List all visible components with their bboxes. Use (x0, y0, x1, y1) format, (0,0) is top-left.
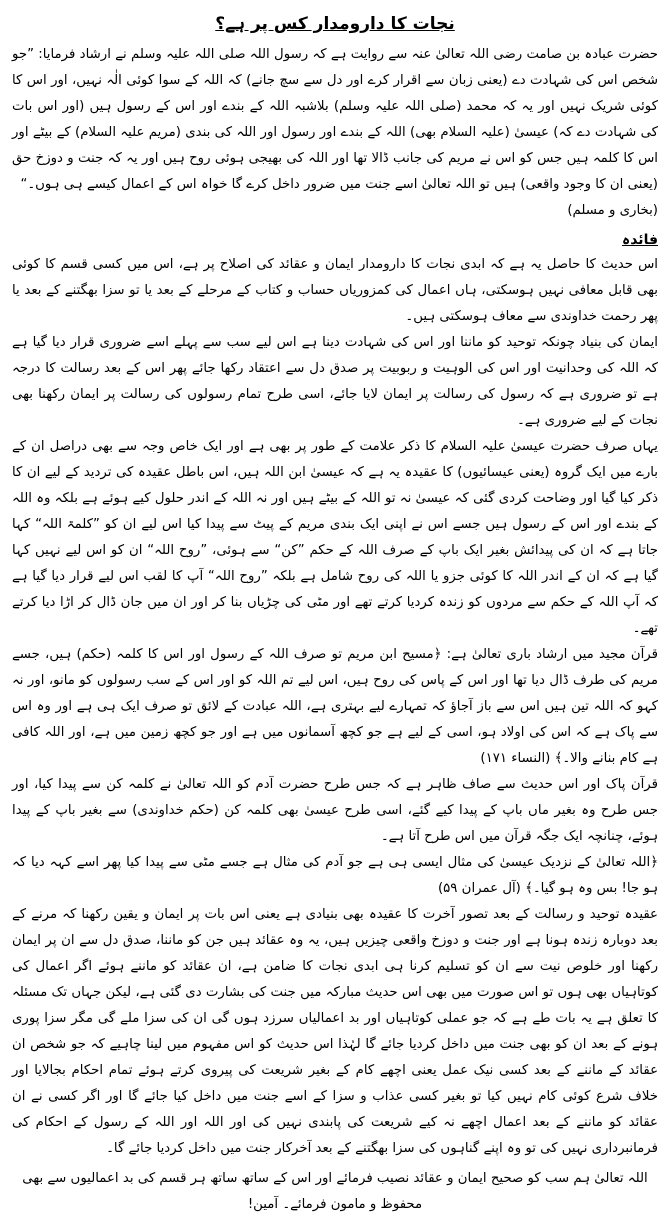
commentary-paragraph-2: ایمان کی بنیاد چونکہ توحید کو ماننا اور اس کی شہادت دینا ہے اس لیے سب سے پہلے اسے ضروری قرار دیا گیا ہے کہ اللہ کی وحدانیت اور اس کی الوہیت و ربوبیت پر صدق دل سے اعتقاد رکھا جائے پھر اس کے بعد رسالت کا درجہ ہے تو ضروری ہے کہ رسول کی رسالت پر ایمان لایا جائے، اسی طرح تمام رسولوں کی رسالت پر ایمان رکھنا بھی نجات کے لیے ضروری ہے۔ (12, 335, 658, 428)
hadith-text: حضرت عبادہ بن صامت رضی اللہ تعالیٰ عنہ سے روایت ہے کہ رسول اللہ صلی اللہ علیہ وسلم نے ارشاد فرمایا: ”جو شخص اس کی شہادت دے (یعنی زبان سے اقرار کرے اور دل سے سچ جانے) کہ اللہ کے سوا کوئی الٰہ نہیں، اور اس کا کوئی شریک نہیں اور یہ کہ محمد (صلی اللہ علیہ وسلم) بلاشبہ اللہ کے بندے اور اس کے رسول ہیں (اور اس بات کی شہادت دے کہ) عیسیٰ (علیہ السلام بھی) اللہ کے بندے اور رسول اور اللہ کی بندی (مریم علیہ السلام) کے بیٹے اور اس کا کلمہ ہیں جس کو اس نے مریم کی جانب ڈالا تھا اور اللہ کی بھیجی ہوئی روح ہیں اور یہ کہ جنت و دوزخ حق (یعنی ان کا وجود واقعی) ہیں تو اللہ تعالیٰ اسے جنت میں ضرور داخل کرے گا خواہ اس کے اعمال کیسے ہی ہوں۔“ (12, 47, 658, 192)
commentary-paragraph-7: عقیدہ توحید و رسالت کے بعد تصور آخرت کا عقیدہ بھی بنیادی ہے یعنی اس بات پر ایمان و یقین رکھنا کہ مرنے کے بعد دوبارہ زندہ ہونا ہے اور جنت و دوزخ واقعی چیزیں ہیں، یہ وہ عقائد ہیں جن کو ماننا، صدق دل سے ان پر ایمان رکھنا اور خلوص نیت سے ان کو تسلیم کرنا ہی ابدی نجات کا ضامن ہے، ان عقائد کو ماننے ہوئے اگر اعمال کی کوتاہیاں بھی ہوں تو اس صورت میں بھی اس حدیث مبارکہ میں جنت کی بشارت دی گئی ہے، لیکن جہاں تک مسئلہ کا تعلق ہے یہ بات طے ہے کہ جو عملی کوتاہیاں اور بد اعمالیاں سرزد ہوں گی ان کی سزا ملے گی مگر سزا پوری ہونے کے بعد ان کو بھی جنت میں داخل کردیا جائے گا لہٰذا اس حدیث کو اس مفہوم میں لینا چاہیے کہ جو شخص ان عقائد کے ماننے کے بعد کسی نیک عمل یعنی اچھے کام کے بغیر شریعت کی پیروی کرتے ہوئے تمام احکام بجالایا اور خلاف شرع کوئی کام نہیں کیا تو بغیر کسی عذاب و سزا کے اسے جنت میں داخل کیا جائے گا اور اگر کسی نے ان عقائد کو ماننے کے بعد اعمال اچھے نہ کیے شریعت کی پابندی نہیں کی اور اللہ اور اللہ کے رسول کے احکام کی فرمانبرداری نہیں کی تو وہ اپنے گناہوں کی سزا بھگتنے کے بعد آخرکار جنت میں داخل کردیا جائے گا۔ (12, 907, 658, 1156)
hadith-reference: (بخاری و مسلم) (567, 203, 658, 218)
commentary-paragraph-5: قرآن پاک اور اس حدیث سے صاف ظاہر ہے کہ جس طرح حضرت آدم کو اللہ تعالیٰ نے کلمہ کن سے پیدا کیا، اور جس طرح وہ بغیر ماں باپ کے پیدا کیے گئے، اسی طرح عیسیٰ بھی کلمہ کن (حکم خداوندی) سے بغیر باپ کے پیدا ہوئے، چنانچہ ایک جگہ قرآن میں اس طرح آتا ہے۔ (12, 777, 658, 844)
page-title: نجات کا دارومدار کس پر ہے؟ (215, 14, 455, 34)
quran-quote-al-imran: ﴿اللہ تعالیٰ کے نزدیک عیسیٰ کی مثال ایسی ہی ہے جو آدم کی مثال ہے جسے مٹی سے پیدا کیا پھر اسے کہہ دیا کہ ہو جا! بس وہ ہو گیا۔﴾ (آل عمران ۵۹) (12, 855, 658, 896)
quran-quote-nisa: قرآن مجید میں ارشاد باری تعالیٰ ہے: ﴿مسیح ابن مریم تو صرف اللہ کے رسول اور اس کا کلمہ (حکم) ہیں، جسے مریم کی طرف ڈال دیا تھا اور اس کے پاس کی روح ہیں، اس لیے تم اللہ کو اور اس کے سب رسولوں کو مانو، اور نہ کہو کہ اللہ تین ہیں اس سے باز آجاؤ کہ تمہارے لیے بہتری ہے، اللہ عبادت کے لائق تو صرف ایک ہی ہے اور وہ اس سے پاک ہے کہ اس کی اولاد ہو، اسی کے لیے ہے جو کچھ آسمانوں میں ہے اور جو کچھ زمین میں ہے، اور اللہ کافی ہے کام بنانے والا۔﴾ (النساء ۱۷۱) (12, 647, 658, 766)
closing-prayer: اللہ تعالیٰ ہم سب کو صحیح ایمان و عقائد نصیب فرمائے اور اس کے ساتھ ساتھ ہر قسم کی بد اعمالیوں سے بھی محفوظ و مامون فرمائے۔ آمین! (22, 1171, 648, 1212)
commentary-paragraph-1: اس حدیث کا حاصل یہ ہے کہ ابدی نجات کا دارومدار ایمان و عقائد کی اصلاح پر ہے، اس میں کسی قسم کا کوئی بھی قابل معافی نہیں ہوسکتی، ہاں اعمال کی کمزوریاں حساب و کتاب کے مرحلے کے بعد یا تو سزا بھگتنے کے بعد یا پھر رحمت خداوندی سے معاف ہوسکتی ہیں۔ (12, 257, 658, 324)
commentary-paragraph-3: یہاں صرف حضرت عیسیٰ علیہ السلام کا ذکر علامت کے طور پر بھی ہے اور ایک خاص وجہ سے بھی دراصل ان کے بارے میں ایک گروہ (یعنی عیسائیوں) کا عقیدہ یہ ہے کہ عیسیٰ ابن اللہ ہیں، اس باطل عقیدہ کی تردید کے لیے ان کا ذکر کیا گیا اور وضاحت کردی گئی کہ عیسیٰ نہ تو اللہ کے بیٹے ہیں اور نہ اللہ کے اندر حلول کیے ہوئے ہے بلکہ وہ اللہ کے بندے اور اس کے رسول ہیں جسے اس نے اپنی ایک بندی مریم کے پیٹ سے پیدا کیا اس لیے ان کو ”کلمۃ اللہ“ کہا جاتا ہے کہ ان کی پیدائش بغیر ایک باپ کے صرف اللہ کے حکم ”کن“ سے ہوئی، ”روح اللہ“ ان کو اس لیے نہیں کہا گیا ہے کہ ان کے اندر اللہ کا کوئی جزو یا اللہ کی روح شامل ہے بلکہ ”روح اللہ“ آپ کا لقب اس لیے قرار دیا گیا ہے کہ آپ اللہ کے حکم سے مردوں کو زندہ کردیا کرتے تھے اور مٹی کی چڑیاں بنا کر اور ان میں جان ڈال کر اڑا دیا کرتے تھے۔ (12, 439, 658, 636)
fawaid-heading: فائدہ (622, 232, 658, 248)
